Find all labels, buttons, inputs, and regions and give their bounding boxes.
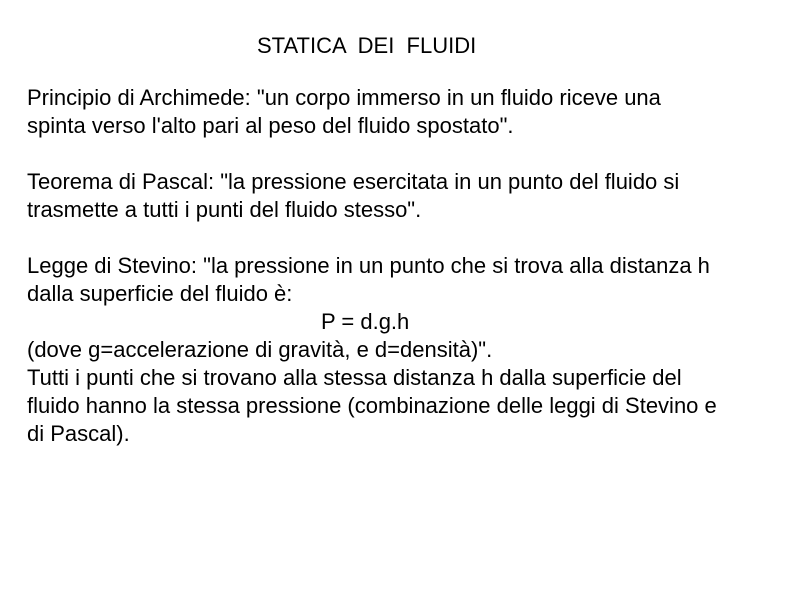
stevino-line-2: dalla superficie del fluido è: <box>27 281 293 306</box>
stevino-line-6: di Pascal). <box>27 421 130 446</box>
spacer <box>27 224 787 252</box>
pascal-line-2: trasmette a tutti i punti del fluido stesso". <box>27 197 422 222</box>
archimede-line-2: spinta verso l'alto pari al peso del fluido spostato". <box>27 113 514 138</box>
pascal-line-1: Teorema di Pascal: "la pressione esercitata in un punto del fluido si <box>27 169 680 194</box>
slide-body <box>27 84 787 448</box>
slide-title: STATICA DEI FLUIDI <box>257 33 477 58</box>
stevino-formula: P = d.g.h <box>321 309 410 334</box>
stevino-line-3: (dove g=accelerazione di gravità, e d=densità)". <box>27 337 493 362</box>
stevino-line-5: fluido hanno la stessa pressione (combinazione delle leggi di Stevino e <box>27 393 717 418</box>
spacer <box>27 140 787 168</box>
stevino-line-1: Legge di Stevino: "la pressione in un punto che si trova alla distanza h <box>27 253 710 278</box>
archimede-line-1: Principio di Archimede: "un corpo immerso in un fluido riceve una <box>27 85 661 110</box>
stevino-line-4: Tutti i punti che si trovano alla stessa distanza h dalla superficie del <box>27 365 682 390</box>
